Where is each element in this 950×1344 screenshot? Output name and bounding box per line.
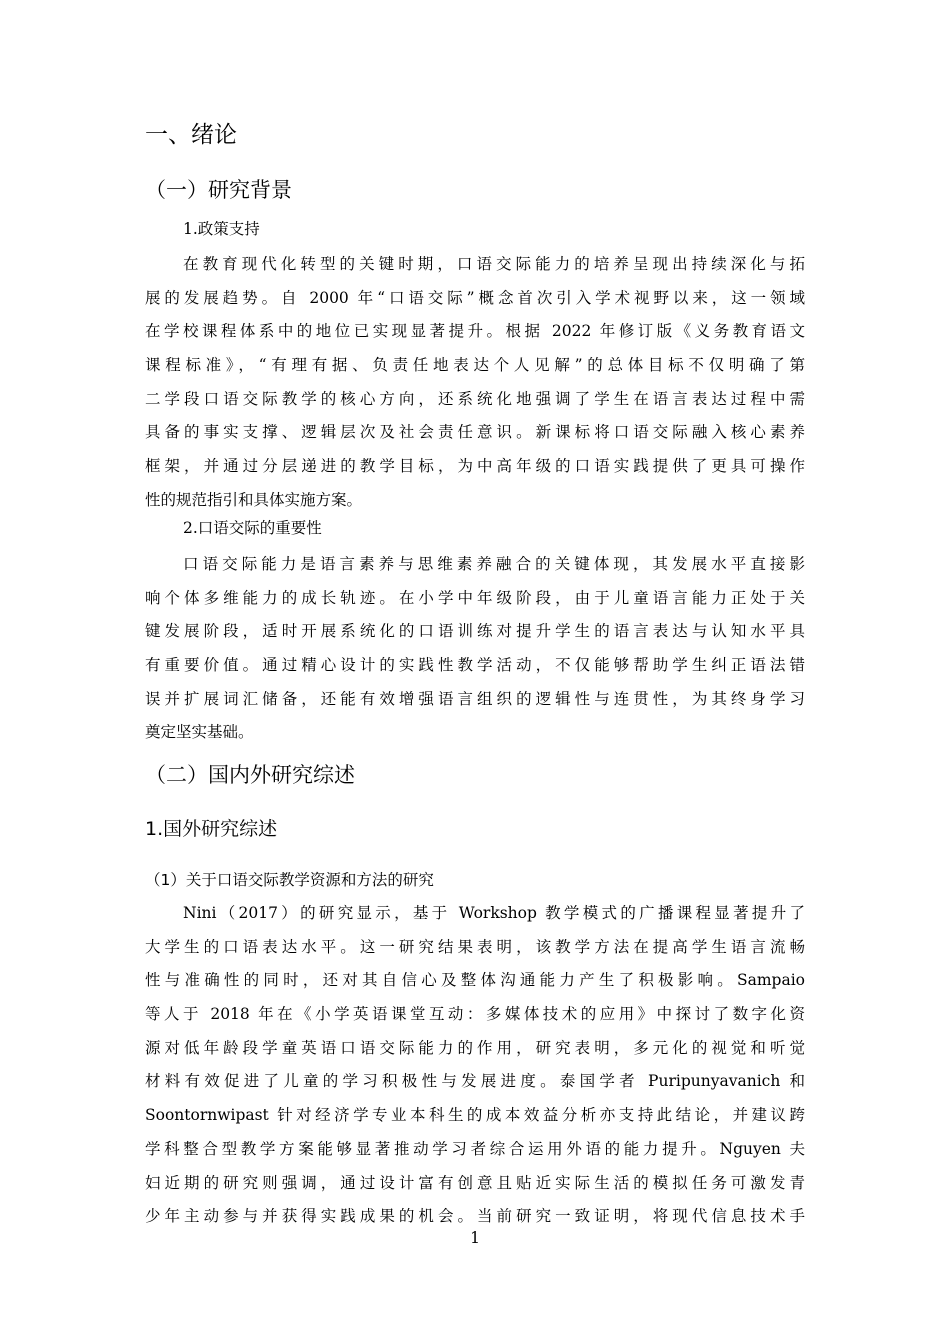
paragraph-foreign-review — [145, 897, 805, 1234]
paragraph-line: 响个体多维能力的成长轨迹。在小学中年级阶段，由于儿童语言能力正处于关 — [145, 588, 805, 607]
section-title-background: （一）研究背景 — [145, 178, 292, 202]
paragraph-line: 键发展阶段，适时开展系统化的口语训练对提升学生的语言表达与认知水平具 — [145, 622, 805, 641]
paragraph-line: 在学校课程体系中的地位已实现显著提升。根据 2022 年修订版《义务教育语文 — [145, 322, 805, 341]
paragraph-line: 在教育现代化转型的关键时期，口语交际能力的培养呈现出持续深化与拓 — [183, 255, 805, 273]
paragraph-line: 性与准确性的同时，还对其自信心及整体沟通能力产生了积极影响。Sampaio — [145, 971, 805, 990]
paragraph-line: Nini（2017）的研究显示，基于 Workshop 教学模式的广播课程显著提升了 — [183, 904, 805, 922]
subsection-title-importance: 2.口语交际的重要性 — [183, 519, 322, 537]
paragraph-line: 等人于 2018 年在《小学英语课堂互动：多媒体技术的应用》中探讨了数字化资 — [145, 1005, 805, 1024]
subsection-title-foreign-review: 1.国外研究综述 — [145, 818, 278, 840]
paragraph-line: 大学生的口语表达水平。这一研究结果表明，该教学方法在提高学生语言流畅 — [145, 937, 805, 956]
paragraph-importance — [145, 548, 805, 750]
paragraph-line: 学科整合型教学方案能够显著推动学习者综合运用外语的能力提升。Nguyen 夫 — [145, 1139, 805, 1158]
paragraph-line: 具备的事实支撑、逻辑层次及社会责任意识。新课标将口语交际融入核心素养 — [145, 423, 805, 442]
paragraph-line: 二学段口语交际教学的核心方向，还系统化地强调了学生在语言表达过程中需 — [145, 389, 805, 408]
section-title-review: （二）国内外研究综述 — [145, 763, 355, 787]
paragraph-line: 少年主动参与并获得实践成果的机会。当前研究一致证明，将现代信息技术手 — [145, 1207, 805, 1226]
paragraph-line: 课程标准》，“有理有据、负责任地表达个人见解”的总体目标不仅明确了第 — [145, 356, 805, 375]
paragraph-policy — [145, 248, 805, 518]
paragraph-line: 误并扩展词汇储备，还能有效增强语言组织的逻辑性与连贯性，为其终身学习 — [145, 689, 805, 708]
paragraph-line: 口语交际能力是语言素养与思维素养融合的关键体现，其发展水平直接影 — [183, 555, 805, 573]
paragraph-line: 性的规范指引和具体实施方案。 — [145, 490, 363, 509]
paragraph-line: 框架，并通过分层递进的教学目标，为中高年级的口语实践提供了更具可操作 — [145, 457, 805, 476]
paragraph-line: 展的发展趋势。自 2000 年“口语交际”概念首次引入学术视野以来，这一领域 — [145, 288, 805, 307]
paragraph-line: Soontornwipast 针对经济学专业本科生的成本效益分析亦支持此结论，并建议跨 — [145, 1106, 805, 1125]
subsubsection-title-resources-methods: （1）关于口语交际教学资源和方法的研究 — [145, 871, 434, 889]
paragraph-line: 奠定坚实基础。 — [145, 723, 254, 742]
page-number: 1 — [470, 1229, 480, 1247]
paragraph-line: 妇近期的研究则强调，通过设计富有创意且贴近实际生活的模拟任务可激发青 — [145, 1173, 805, 1192]
subsection-title-policy: 1.政策支持 — [183, 220, 260, 238]
paragraph-line: 材料有效促进了儿童的学习积极性与发展进度。泰国学者 Puripunyavanich 和 — [145, 1072, 805, 1091]
paragraph-line: 有重要价值。通过精心设计的实践性教学活动，不仅能够帮助学生纠正语法错 — [145, 656, 805, 675]
paragraph-line: 源对低年龄段学童英语口语交际能力的作用，研究表明，多元化的视觉和听觉 — [145, 1038, 805, 1057]
chapter-title: 一、绪论 — [145, 122, 237, 148]
